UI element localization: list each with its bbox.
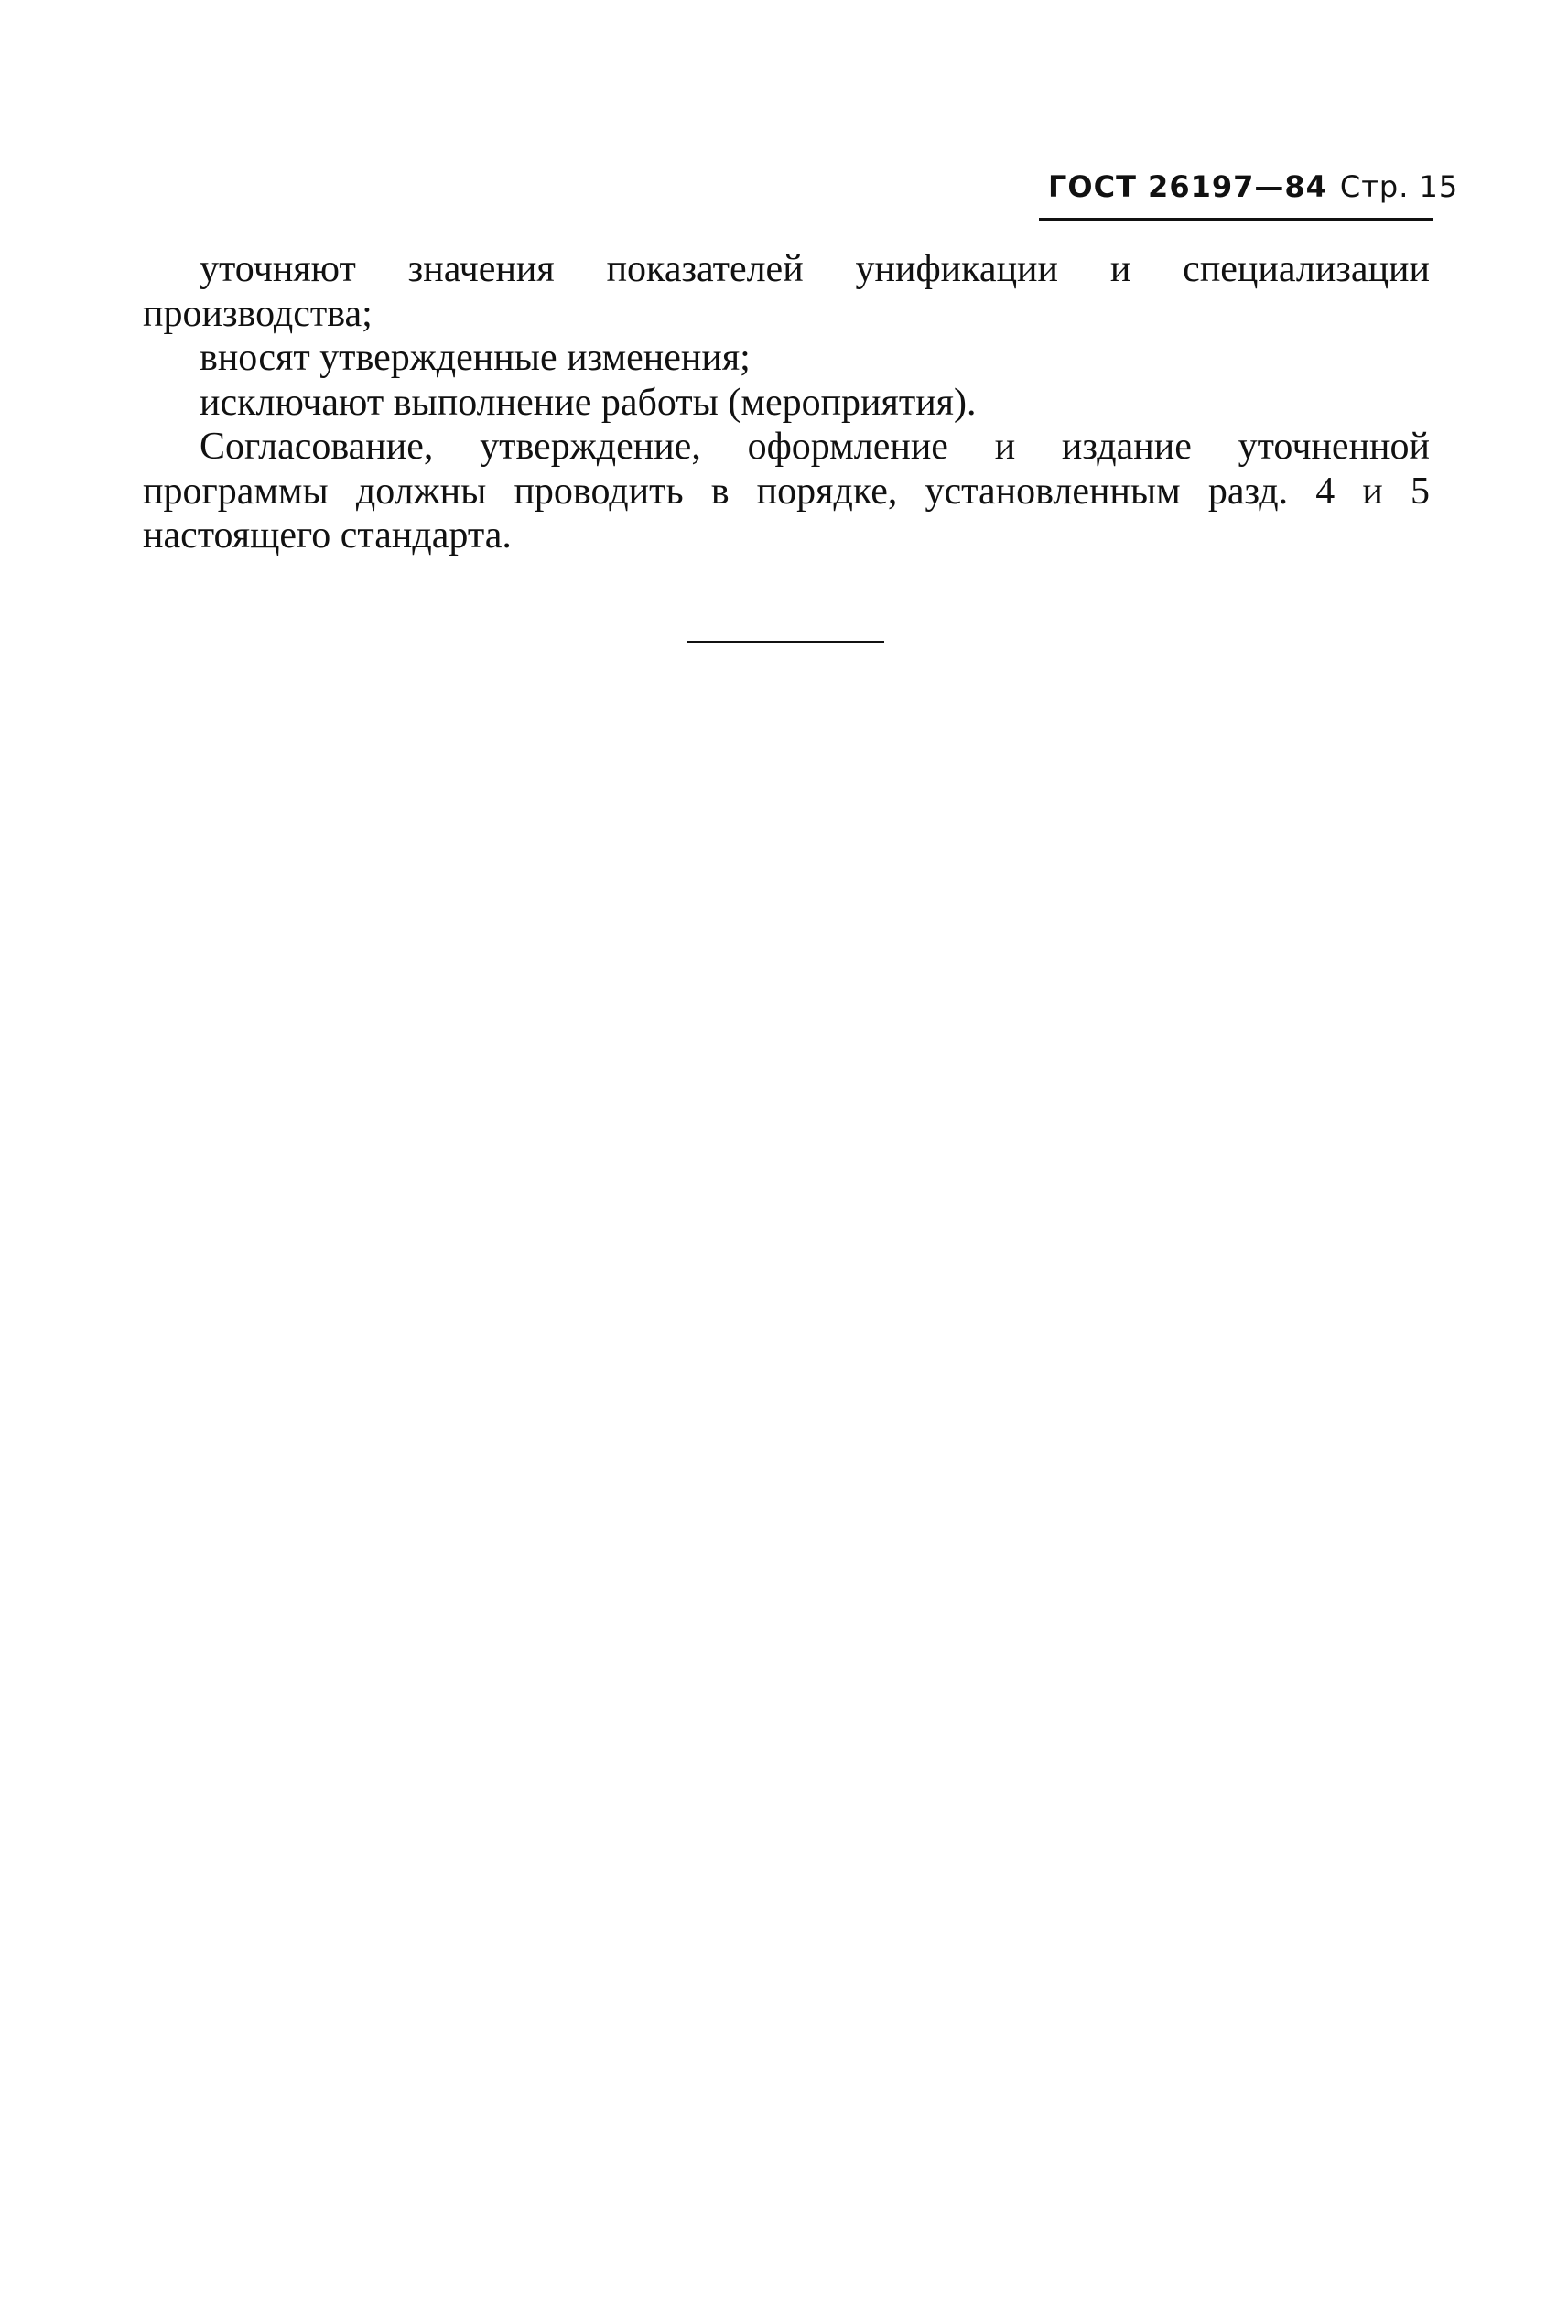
paragraph-approval-procedure: Согласование, утверждение, оформление и издание уточненной программы должны проводить в порядке, установленным разд. 4 и 5 настоящего стандарта. bbox=[143, 426, 1430, 557]
page-header bbox=[1048, 167, 1459, 207]
body-text bbox=[143, 247, 1430, 558]
paragraph-clarify-indicators: уточняют значения показателей унификации и специализации производства; bbox=[143, 248, 1430, 335]
end-of-text-rule bbox=[687, 641, 884, 643]
paragraph-add-changes: вносят утвержденные изменения; bbox=[200, 337, 751, 379]
paragraph-exclude-work: исключают выполнение работы (мероприятия). bbox=[200, 381, 977, 424]
standard-code: ГОСТ 26197—84 bbox=[1048, 169, 1327, 204]
page-number: Стр. 15 bbox=[1339, 169, 1459, 204]
header-rule bbox=[1039, 218, 1433, 221]
